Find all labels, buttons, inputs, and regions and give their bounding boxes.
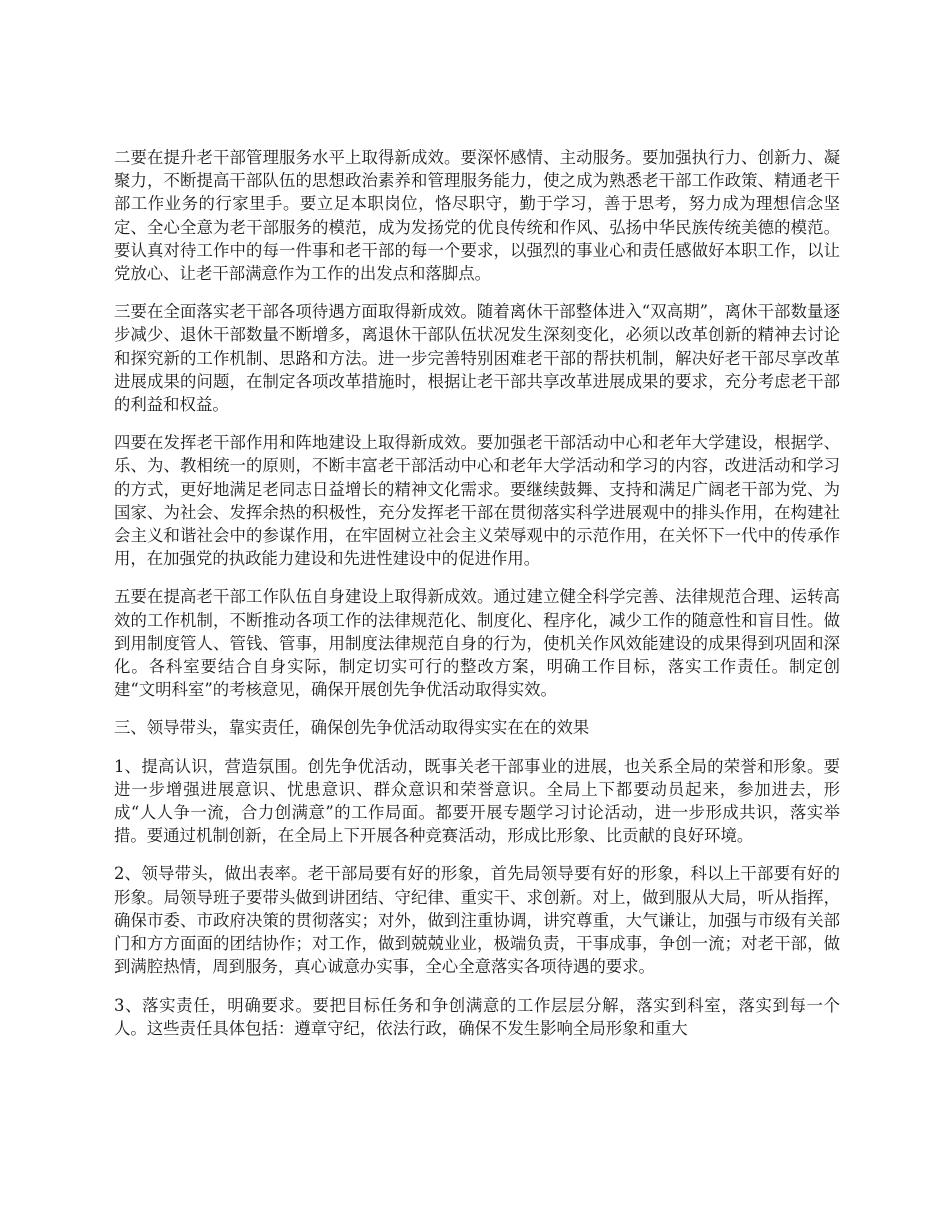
paragraph-role-and-venue-building: 四要在发挥老干部作用和阵地建设上取得新成效。要加强老干部活动中心和老年大学建设，根据学、乐、为、教相统一的原则，不断丰富老干部活动中心和老年大学活动和学习的内容，改进活动和学习的方式，更好地满足老同志日益增长的精神文化需求。要继续鼓舞、支持和满足广阔老干部为党、为国家、为社会、发挥余热的积极性，充分发挥老干部在贯彻落实科学进展观中的排头作用，在构建社会主义和谐社会中的参谋作用，在牢固树立社会主义荣辱观中的示范作用，在关怀下一代中的传承作用，在加强党的执政能力建设和先进性建设中的促进作用。 bbox=[114, 433, 840, 569]
document-body bbox=[114, 146, 840, 1055]
paragraph-item-2: 2、领导带头，做出表率。老干部局要有好的形象，首先局领导要有好的形象，科以上干部要有好的形象。局领导班子要带头做到讲团结、守纪律、重实干、求创新。对上，做到服从大局，听从指挥，确保市委、市政府决策的贯彻落实；对外，做到注重协调，讲究尊重，大气谦让，加强与市级有关部门和方方面面的团结协作；对工作，做到兢兢业业，极端负责，干事成事，争创一流；对老干部，做到满腔热情，周到服务，真心诚意办实事，全心全意落实各项待遇的要求。 bbox=[114, 864, 840, 977]
paragraph-team-self-building: 五要在提高老干部工作队伍自身建设上取得新成效。通过建立健全科学完善、法律规范合理、运转高效的工作机制，不断推动各项工作的法律规范化、制度化、程序化，减少工作的随意性和盲目性。做到用制度管人、管钱、管事，用制度法律规范自身的行为，使机关作风效能建设的成果得到巩固和深化。各科室要结合自身实际，制定切实可行的整改方案，明确工作目标，落实工作责任。制定创建“文明科室”的考核意见，确保开展创先争优活动取得实效。 bbox=[114, 587, 840, 700]
section-heading: 三、领导带头，靠实责任，确保创先争优活动取得实实在在的效果 bbox=[114, 718, 590, 738]
paragraph-improve-management-service: 二要在提升老干部管理服务水平上取得新成效。要深怀感情、主动服务。要加强执行力、创新力、凝聚力，不断提高干部队伍的思想政治素养和管理服务能力，使之成为熟悉老干部工作政策、精通老干部工作业务的行家里手。要立足本职岗位，恪尽职守，勤于学习，善于思考，努力成为理想信念坚定、全心全意为老干部服务的模范，成为发扬党的优良传统和作风、弘扬中华民族传统美德的模范。要认真对待工作中的每一件事和老干部的每一个要求，以强烈的事业心和责任感做好本职工作，以让党放心、让老干部满意作为工作的出发点和落脚点。 bbox=[114, 148, 840, 284]
paragraph-item-3: 3、落实责任，明确要求。要把目标任务和争创满意的工作层层分解，落实到科室，落实到每一个人。这些责任具体包括：遵章守纪，依法行政，确保不发生影响全局形象和重大 bbox=[114, 995, 840, 1038]
paragraph-implement-treatment: 三要在全面落实老干部各项待遇方面取得新成效。随着离休干部整体进入“双高期”，离休干部数量逐步减少、退休干部数量不断增多，离退休干部队伍状况发生深刻变化，必须以改革创新的精神去讨论和探究新的工作机制、思路和方法。进一步完善特别困难老干部的帮扶机制，解决好老干部尽享改革进展成果的问题，在制定各项改革措施时，根据让老干部共享改革进展成果的要求，充分考虑老干部的利益和权益。 bbox=[114, 302, 840, 415]
paragraph-item-1: 1、提高认识，营造氛围。创先争优活动，既事关老干部事业的进展，也关系全局的荣誉和形象。要进一步增强进展意识、忧患意识、群众意识和荣誉意识。全局上下都要动员起来，参加进去，形成“人人争一流，合力创满意”的工作局面。都要开展专题学习讨论活动，进一步形成共识，落实举措。要通过机制创新，在全局上下开展各种竞赛活动，形成比形象、比贡献的良好环境。 bbox=[114, 756, 840, 846]
